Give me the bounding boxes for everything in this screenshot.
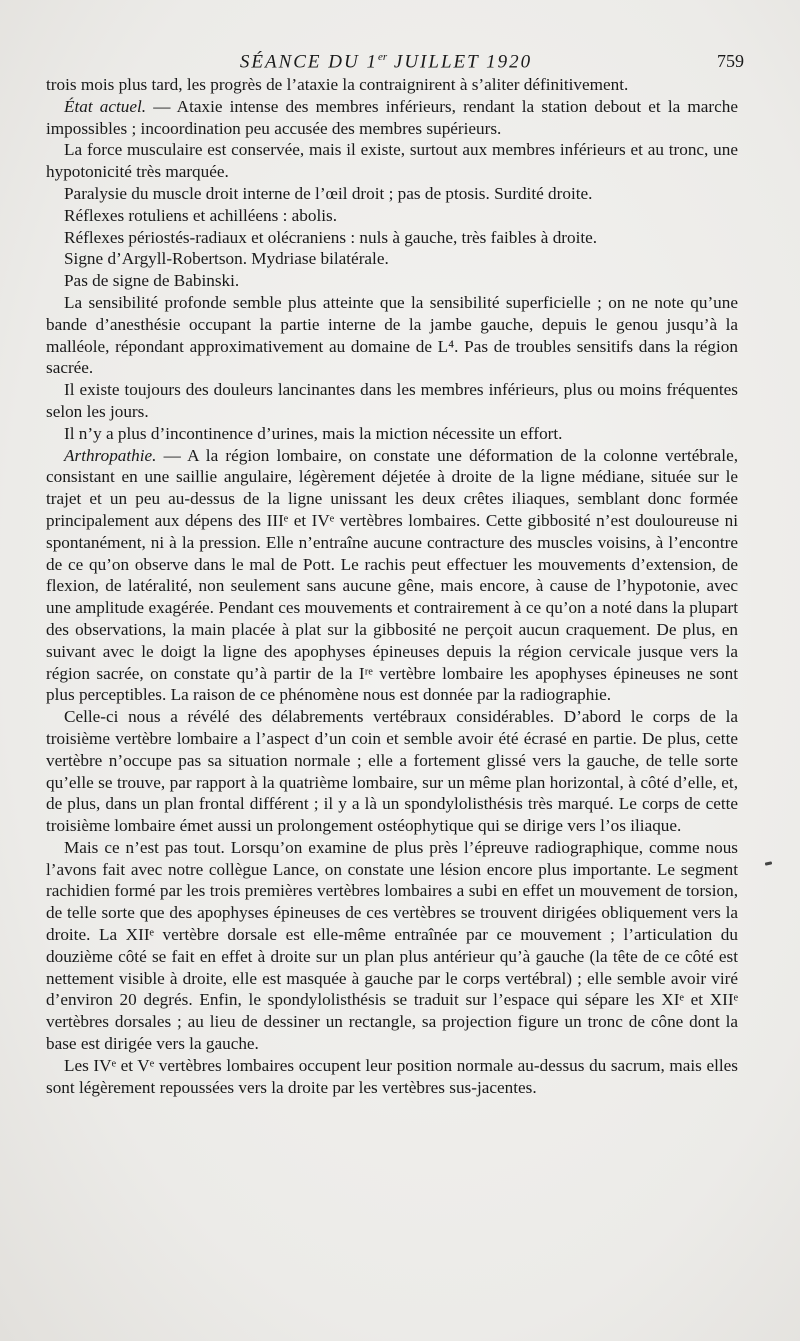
paragraph xyxy=(46,445,738,707)
paragraph-lead: Arthropathie. xyxy=(64,445,157,465)
paragraph xyxy=(46,270,738,292)
paragraph-text: Celle-ci nous a révélé des délabrements vertébraux considérables. D’abord le corps de la troisième vertèbre lombaire a l’aspect d’un coin et semble avoir été écrasé en partie. De plus, cette vertèbre n’occupe pas sa situation normale ; elle a fortement glissé vers la gauche, de telle sorte qu’elle se trouve, par rapport à la quatrième lombaire, sur un même plan horizontal, à côté d’elle, et, de plus, dans un plan frontal différent ; il y a là un spondylolisthésis très marqué. Le corps de cette troisième lombaire émet aussi un prolongement ostéophytique qui se dirige vers l’os iliaque. xyxy=(46,707,738,836)
margin-mark xyxy=(765,861,772,865)
page-number: 759 xyxy=(717,51,744,71)
paragraph xyxy=(46,423,738,445)
paragraph xyxy=(46,1055,738,1099)
paragraph xyxy=(46,139,738,183)
paragraph xyxy=(46,248,738,270)
paragraph-text: Réflexes rotuliens et achilléens : abolis. xyxy=(64,205,338,225)
paragraph xyxy=(46,96,738,140)
running-head xyxy=(46,40,744,74)
paragraph-text: — A la région lombaire, on constate une déformation de la colonne vertébrale, consistant en une saillie angulaire, légèrement déjetée à droite de la ligne médiane, située sur le trajet et un peu au-dessus de la ligne unissant les deux crêtes iliaques, semblant donc formée principalement aux dépens des IIIᵉ et IVᵉ vertèbres lombaires. Cette gibbosité n’est douloureuse ni spontanément, ni à la pression. Elle n’entraîne aucune contracture des muscles voisins, à l’encontre de ce qu’on observe dans le mal de Pott. Le rachis peut effectuer les mouvements d’extension, de flexion, de latéralité, non seulement sans aucune gêne, mais encore, à cause de l’hypotonie, avec une amplitude exagérée. Pendant ces mouvements et contrairement à ce qu’on a noté dans la plupart des observations, la main placée à plat sur la gibbosité ne perçoit aucun craquement. De plus, en suivant avec le doigt la ligne des apophyses épineuses depuis la région cervicale jusque vers la région sacrée, on constate qu’à partir de la Iʳᵉ vertèbre lombaire les apophyses épineuses ne sont plus perceptibles. La raison de ce phénomène nous est donnée par la radiographie. xyxy=(46,445,738,705)
paragraph-text: La force musculaire est conservée, mais il existe, surtout aux membres inférieurs et au tronc, une hypotonicité très marquée. xyxy=(46,140,738,182)
paragraph-text: Il existe toujours des douleurs lancinantes dans les membres inférieurs, plus ou moins fréquentes selon les jours. xyxy=(46,380,738,421)
paragraph-text: trois mois plus tard, les progrès de l’ataxie la contraignirent à s’aliter définitivement. xyxy=(46,75,629,94)
paragraph-lead: État actuel. xyxy=(64,96,147,116)
paragraph-text: Signe d’Argyll-Robertson. Mydriase bilatérale. xyxy=(64,249,389,269)
paragraph xyxy=(46,379,738,423)
paragraph-text: Mais ce n’est pas tout. Lorsqu’on examine de plus près l’épreuve radiographique, comme nous l’avons fait avec notre collègue Lance, on constate une lésion encore plus importante. Le segment rachidien formé par les trois premières vertèbres lombaires a subi en effet un mouvement de torsion, de telle sorte que des apophyses épineuses de ces vertèbres se trouvent dirigées obliquement vers la droite. La XIIᵉ vertèbre dorsale est elle-même entraînée par ce mouvement ; l’articulation du douzième côté se fait en effet à droite sur un plan plus antérieur qu’à gauche (la tête de ce côté est nettement visible à droite, elle est masquée à gauche par le corps vertébral) ; elle semble avoir viré d’environ 20 degrés. Enfin, le spondylolisthésis se traduit sur l’espace qui sépare les XIᵉ et XIIᵉ vertèbres dorsales ; au lieu de dessiner un rectangle, sa projection figure un tronc de cône dont la base est dirigée vers la gauche. xyxy=(46,837,738,1054)
paragraph xyxy=(46,706,738,837)
paragraph xyxy=(46,227,738,249)
paragraph xyxy=(46,292,738,379)
paragraph-text: Paralysie du muscle droit interne de l’œil droit ; pas de ptosis. Surdité droite. xyxy=(64,183,593,203)
paragraph-text: Réflexes périostés-radiaux et olécraniens : nuls à gauche, très faibles à droite. xyxy=(64,227,598,247)
body-text xyxy=(46,74,738,1098)
running-head-title-suffix: JUILLET 1920 xyxy=(387,51,533,73)
paragraph-text: Les IVᵉ et Vᵉ vertèbres lombaires occupent leur position normale au-dessus du sacrum, mais elles sont légèrement repoussées vers la droite par les vertèbres sus-jacentes. xyxy=(46,1055,738,1097)
paragraph-text: Pas de signe de Babinski. xyxy=(64,271,240,291)
running-head-title-prefix: SÉANCE DU 1 xyxy=(239,51,378,73)
running-head-title xyxy=(240,40,532,79)
paragraph-text: La sensibilité profonde semble plus atteinte que la sensibilité superficielle ; on ne note qu’une bande d’anesthésie occupant la partie interne de la jambe gauche, depuis le genou jusqu’à la malléole, répondant approximativement au domaine de L⁴. Pas de troubles sensitifs dans la région sacrée. xyxy=(46,292,738,378)
paragraph xyxy=(46,205,738,227)
paragraph xyxy=(46,837,738,1055)
paragraph-text: Il n’y a plus d’incontinence d’urines, mais la miction nécessite un effort. xyxy=(64,423,563,443)
running-head-title-sup: er xyxy=(377,51,388,63)
paragraph xyxy=(46,183,738,205)
paragraph-text: — Ataxie intense des membres inférieurs, rendant la station debout et la marche impossibles ; incoordination peu accusée des membres supérieurs. xyxy=(46,96,739,138)
